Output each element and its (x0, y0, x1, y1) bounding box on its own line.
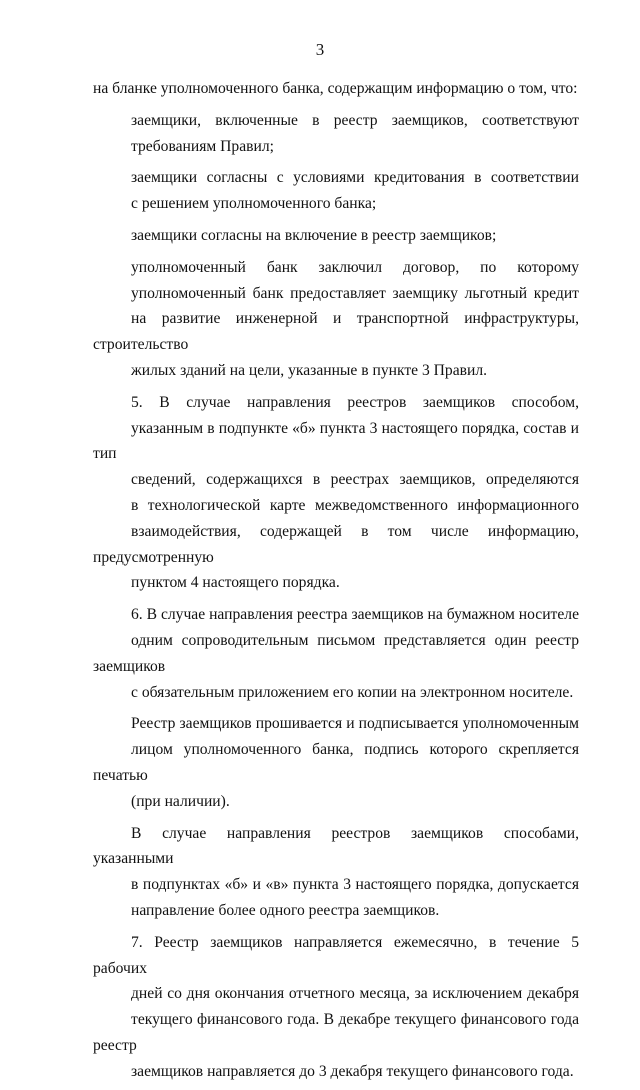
text-line: пунктом 4 настоящего порядка. (131, 574, 340, 592)
text-line: на бланке уполномоченного банка, содержащим информацию о том, что: (93, 80, 578, 97)
text-line: сведений, содержащихся в реестрах заемщиков, определяются (131, 471, 579, 489)
text-line: заемщиков направляется до 3 декабря текущего финансового года. (131, 1062, 574, 1080)
text-line: заемщики согласны с условиями кредитования в соответствии (131, 169, 579, 187)
text-line: одним сопроводительным письмом представляется один реестр заемщиков (93, 631, 579, 675)
text-line: 5. В случае направления реестров заемщиков способом, (131, 393, 579, 411)
paragraph (93, 223, 579, 249)
paragraph (93, 108, 579, 160)
text-line: в подпунктах «б» и «в» пункта 3 настоящего порядка, допускается (131, 876, 579, 894)
text-line: требованиям Правил; (131, 137, 274, 155)
text-line: дней со дня окончания отчетного месяца, за исключением декабря (131, 985, 579, 1003)
paragraph (93, 821, 579, 924)
paragraph (93, 165, 579, 217)
text-line: лицом уполномоченного банка, подпись которого скрепляется печатью (93, 741, 579, 784)
text-line: уполномоченный банк заключил договор, по которому (131, 258, 579, 276)
text-line: 7. Реестр заемщиков направляется ежемесячно, в течение 5 рабочих (93, 933, 579, 977)
paragraph (93, 930, 579, 1085)
paragraph (93, 255, 579, 384)
text-line: взаимодействия, содержащей в том числе информацию, предусмотренную (93, 522, 579, 566)
page-number: 3 (315, 40, 325, 59)
paragraph (93, 390, 579, 596)
text-line: жилых зданий на цели, указанные в пункте 3 Правил. (131, 361, 488, 379)
paragraph (93, 76, 579, 102)
document-body (93, 76, 579, 1090)
text-line: на развитие инженерной и транспортной инфраструктуры, строительство (93, 310, 579, 354)
text-line: с обязательным приложением его копии на электронном носителе. (131, 683, 574, 701)
text-line: уполномоченный банк предоставляет заемщику льготный кредит (131, 284, 579, 302)
text-line: с решением уполномоченного банка; (131, 195, 377, 213)
paragraph (93, 711, 579, 814)
text-line: текущего финансового года. В декабре текущего финансового года реестр (93, 1011, 579, 1054)
text-line: заемщики согласны на включение в реестр заемщиков; (131, 226, 497, 244)
paragraph (93, 602, 579, 705)
text-line: Реестр заемщиков прошивается и подписывается уполномоченным (131, 715, 579, 733)
text-line: заемщики, включенные в реестр заемщиков, соответствуют (131, 111, 579, 129)
text-line: указанным в подпункте «б» пункта 3 настоящего порядка, состав и тип (93, 419, 579, 463)
text-line: направление более одного реестра заемщиков. (131, 901, 440, 919)
text-line: (при наличии). (131, 792, 230, 810)
text-line: В случае направления реестров заемщиков способами, указанными (93, 824, 579, 868)
text-line: в технологической карте межведомственного информационного (131, 496, 579, 514)
text-line: 6. В случае направления реестра заемщиков на бумажном носителе (131, 606, 579, 624)
